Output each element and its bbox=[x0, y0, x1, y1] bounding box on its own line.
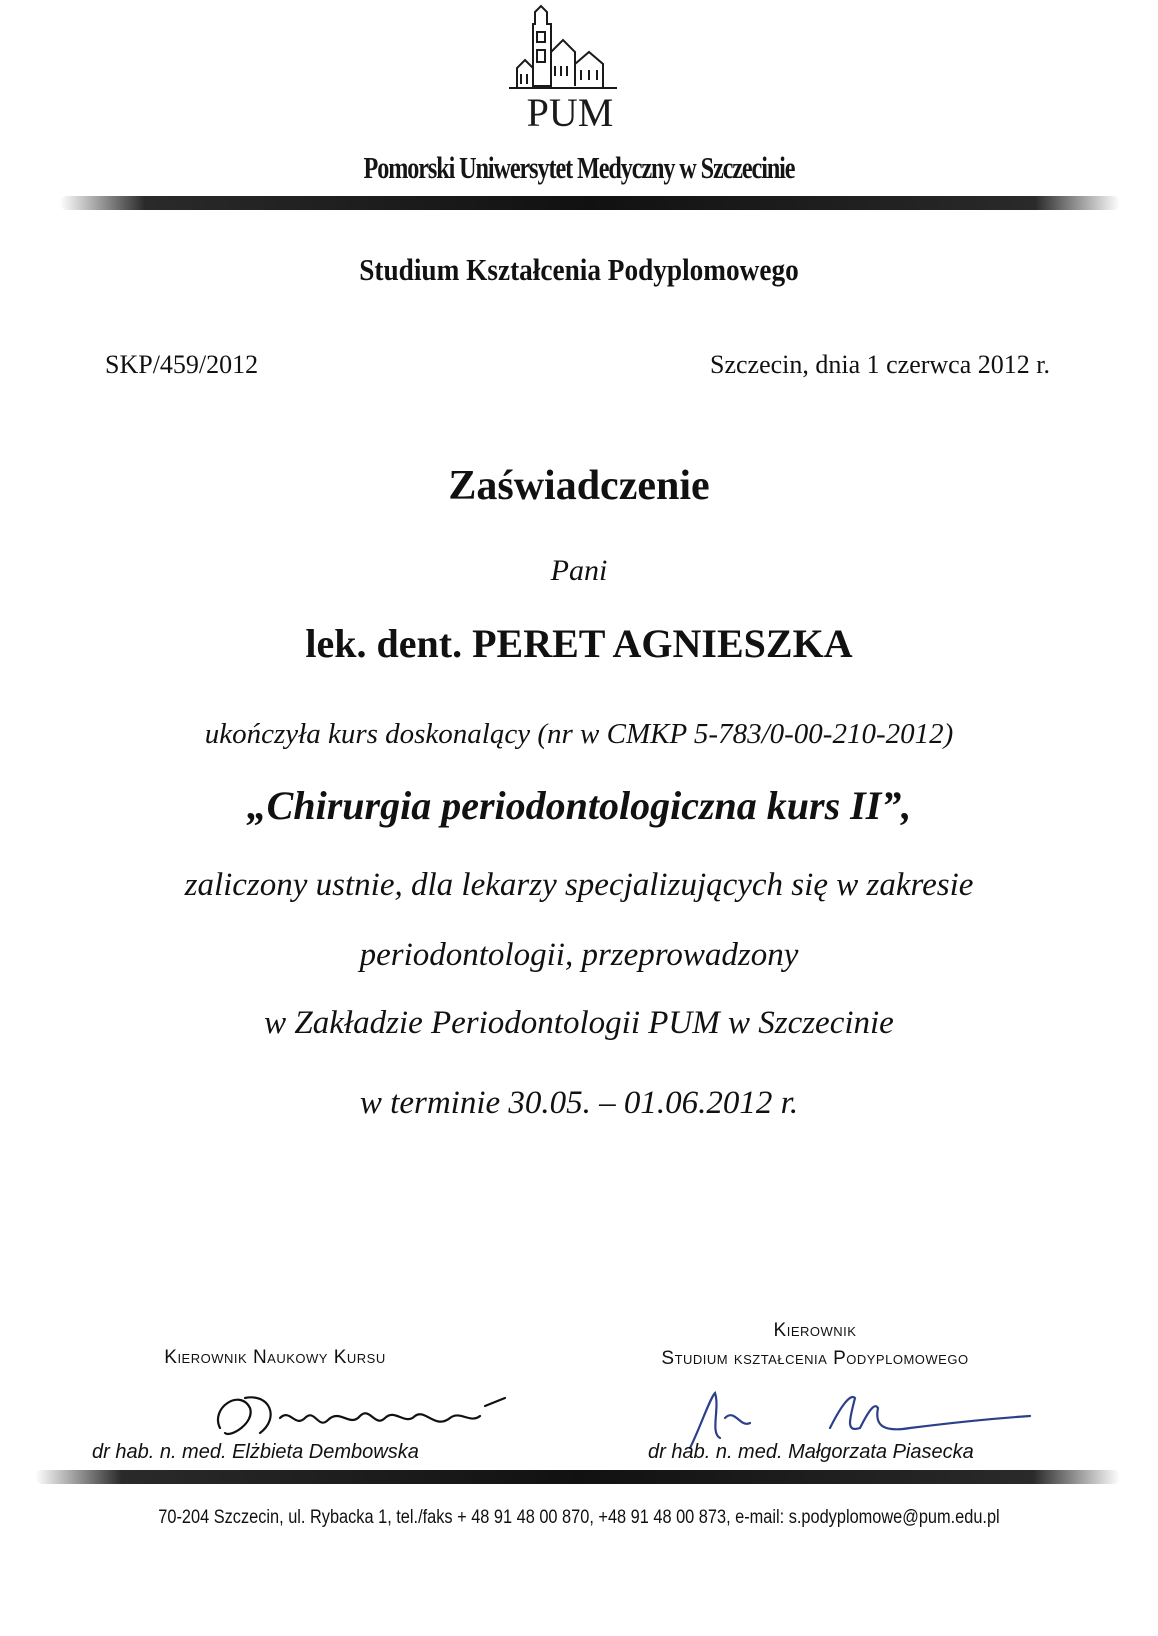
header-divider bbox=[60, 196, 1120, 210]
reference-number: SKP/459/2012 bbox=[105, 350, 259, 379]
left-signatory-title: Kierownik Naukowy Kursu bbox=[164, 1347, 386, 1368]
recipient-name: lek. dent. PERET AGNIESZKA bbox=[305, 621, 853, 666]
course-name: „Chirurgia periodontologiczna kurs II”, bbox=[246, 783, 912, 828]
left-signatory-name: dr hab. n. med. Elżbieta Dembowska bbox=[92, 1441, 419, 1463]
logo-text: PUM bbox=[526, 90, 614, 135]
salutation: Pani bbox=[550, 554, 608, 587]
footer-divider bbox=[35, 1470, 1120, 1484]
university-name: Pomorski Uniwersytet Medyczny w Szczecinie bbox=[363, 150, 795, 185]
completion-statement: ukończyła kurs doskonalący (nr w CMKP 5-783/0-00-210-2012) bbox=[204, 718, 954, 750]
course-description-cont: periodontologii, przeprowadzony bbox=[359, 937, 799, 973]
right-signatory-name: dr hab. n. med. Małgorzata Piasecka bbox=[648, 1441, 974, 1463]
course-description: zaliczony ustnie, dla lekarzy specjalizujących się w zakresie bbox=[184, 867, 974, 903]
right-signatory-subtitle: Studium kształcenia Podyplomowego bbox=[661, 1348, 969, 1369]
document-title: Zaświadczenie bbox=[448, 463, 710, 509]
course-dates: w terminie 30.05. – 01.06.2012 r. bbox=[359, 1085, 799, 1121]
footer-address: 70-204 Szczecin, ul. Rybacka 1, tel./faks + 48 91 48 00 870, +48 91 48 00 873, e-mail: s.podyplomowe@pum.edu.pl bbox=[158, 1507, 1000, 1528]
right-signatory-title: Kierownik bbox=[773, 1320, 857, 1341]
course-location: w Zakładzie Periodontologii PUM w Szczecinie bbox=[264, 1005, 894, 1041]
place-date: Szczecin, dnia 1 czerwca 2012 r. bbox=[709, 350, 1050, 379]
university-logo bbox=[505, 4, 635, 140]
department-name: Studium Kształcenia Podyplomowego bbox=[359, 252, 799, 287]
